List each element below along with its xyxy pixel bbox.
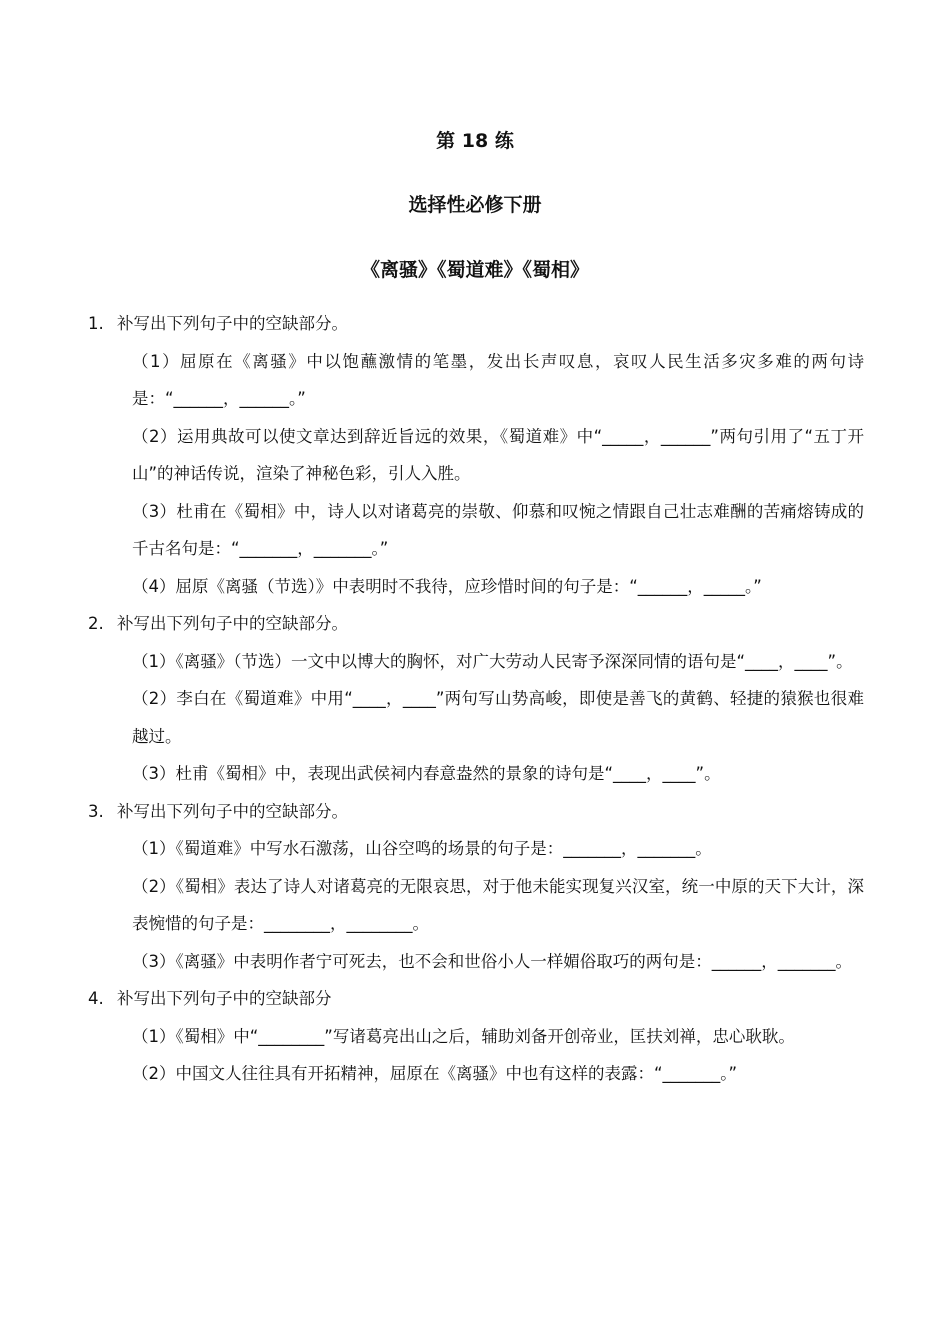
sub-question: （3）《离骚》中表明作者宁可死去，也不会和世俗小人一样媚俗取巧的两句是：______，_______。 [132,951,852,971]
lesson-title: 第 18 练 [436,130,514,152]
question-2 [88,605,868,793]
question-stem: 补写出下列句子中的空缺部分。 [117,314,348,333]
sub-question: （3）杜甫在《蜀相》中，诗人以对诸葛亮的崇敬、仰慕和叹惋之情跟自己壮志难酬的苦痛熔铸成的千古名句是：“_______，_______。” [132,501,864,558]
question-number: 3. [88,801,104,821]
question-1 [88,305,868,605]
texts-title: 《离骚》《蜀道难》《蜀相》 [360,259,589,281]
sub-question: （1）屈原在《离骚》中以饱蘸激情的笔墨，发出长声叹息，哀叹人民生活多灾多难的两句诗是：“______，______。” [132,351,864,408]
sub-question: （4）屈原《离骚（节选）》中表明时不我待，应珍惜时间的句子是：“______，_____。” [132,576,762,596]
question-list [88,305,868,1093]
sub-question: （3）杜甫《蜀相》中，表现出武侯祠内春意盎然的景象的诗句是“____，____”。 [132,764,721,783]
question-stem: 补写出下列句子中的空缺部分 [117,989,332,1008]
sub-question: （2）《蜀相》表达了诗人对诸葛亮的无限哀思，对于他未能实现复兴汉室，统一中原的天下大计，深表惋惜的句子是：________，________。 [132,876,864,933]
sub-question: （1）《蜀道难》中写水石激荡，山谷空鸣的场景的句子是：_______，_______。 [132,839,712,858]
sub-question: （2）中国文人往往具有开拓精神，屈原在《离骚》中也有这样的表露：“_______。” [132,1064,738,1083]
book-title: 选择性必修下册 [408,194,542,216]
question-stem: 补写出下列句子中的空缺部分。 [117,614,348,633]
sub-question: （1）《蜀相》中“________”写诸葛亮出山之后，辅助刘备开创帝业，匡扶刘禅，忠心耿耿。 [132,1026,795,1046]
sub-question: （1）《离骚》（节选）一文中以博大的胸怀，对广大劳动人民寄予深深同情的语句是“____，____”。 [132,651,853,671]
question-number: 1. [88,314,104,333]
question-4 [88,980,868,1093]
question-number: 2. [88,614,104,633]
question-stem: 补写出下列句子中的空缺部分。 [117,801,348,821]
question-3 [88,793,868,981]
sub-question: （2）运用典故可以使文章达到辞近旨远的效果，《蜀道难》中“_____，______”两句引用了“五丁开山”的神话传说，渲染了神秘色彩，引人入胜。 [132,426,864,483]
question-number: 4. [88,989,104,1008]
sub-question: （2）李白在《蜀道难》中用“____，____”两句写山势高峻，即使是善飞的黄鹤、轻捷的猿猴也很难越过。 [132,689,864,746]
